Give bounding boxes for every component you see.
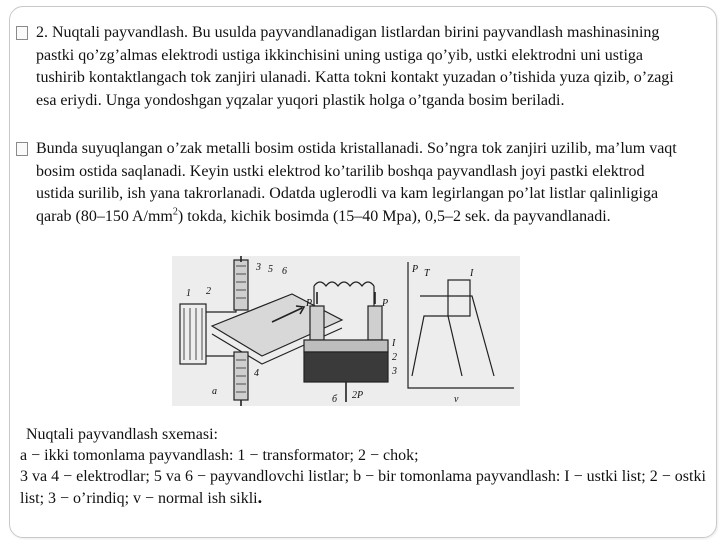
caption-title: Nuqtali payvandlash sxemasi:: [26, 426, 218, 443]
figure-label: P: [306, 298, 313, 309]
figure-label: 2: [206, 286, 211, 297]
base-icon: [304, 352, 388, 382]
electrode-icon: [234, 260, 248, 310]
figure-label: 4: [254, 368, 259, 379]
electrode-icon: [368, 306, 382, 340]
superscript: 2: [172, 206, 178, 218]
figure-label: 2P: [352, 390, 364, 401]
caption-period: .: [257, 487, 263, 507]
paragraph-text: 2. Nuqtali payvandlash. Bu usulda payvandlanadigan listlardan birini payvandlash mashinasining pastki qo’zg’almas elektrodi ustiga ikkinchisini uning ustiga qo’yib, ustki elektrodni uni ustiga tushirib kontaktlangach tok zanjiri ulanadi. Katta tokni kontakt yuzadan o’tishida yuza qizib, o’zagi esa eriydi. Unga yondoshgan yqzalar yuqori plastik holga o’tganda bosim beriladi.: [36, 24, 674, 109]
caption-text: 3 va 4 − elektrodlar; 5 va 6 − payvandlovchi listlar; b − bir tomonlama payvandlash: I − ustki list; 2 − ostki list; 3 − o’rindiq; v − normal ish sikli: [20, 468, 706, 507]
bullet-box-icon: [16, 142, 28, 156]
figure-label: I: [392, 338, 396, 349]
caption-line: a − ikki tomonlama payvandlash: 1 − transformator; 2 − chok;: [20, 447, 419, 464]
paragraph-text: [36, 138, 686, 228]
bullet-paragraph-1: [16, 22, 686, 112]
figure-label: 1: [186, 288, 191, 299]
figure-label: 3: [392, 366, 397, 377]
paragraph-text-pre: Bunda suyuqlangan o’zak metalli bosim ostida kristallanadi. So’ngra tok zanjiri uzilib, ma’lum vaqt bosim ostida saqlanadi. Keyin ustki elektrod ko’tarilib boshqa payvandlash joyi pastki elektrod ustida surilib, ish yana takrorlanadi. Odatda uglerodli va kam legirlangan po’lat listlar qalinligiga qarab (80–150 A/mm: [36, 140, 677, 225]
figure-label: a: [212, 386, 217, 397]
figure-label: 5: [268, 264, 273, 275]
figure-label: P: [412, 264, 419, 275]
plate-icon: [304, 340, 388, 352]
figure-label: v: [454, 394, 459, 405]
figure-label: 6: [282, 266, 287, 277]
figure-label: P: [382, 298, 389, 309]
figure-label: T: [424, 268, 430, 279]
bullet-box-icon: [16, 26, 28, 40]
electrode-icon: [310, 306, 324, 340]
caption-line: [20, 466, 710, 509]
figure-label: 3: [256, 262, 261, 273]
spot-welding-figure: [172, 256, 520, 406]
bullet-paragraph-2: [16, 138, 686, 228]
figure-label: б: [332, 394, 338, 405]
figure-caption: [20, 424, 710, 509]
paragraph-text-post: ) tokda, kichik bosimda (15–40 Mpa), 0,5–2 sek. da payvandlanadi.: [177, 207, 611, 225]
figure-label: I: [470, 268, 474, 279]
figure-label: 2: [392, 352, 397, 363]
